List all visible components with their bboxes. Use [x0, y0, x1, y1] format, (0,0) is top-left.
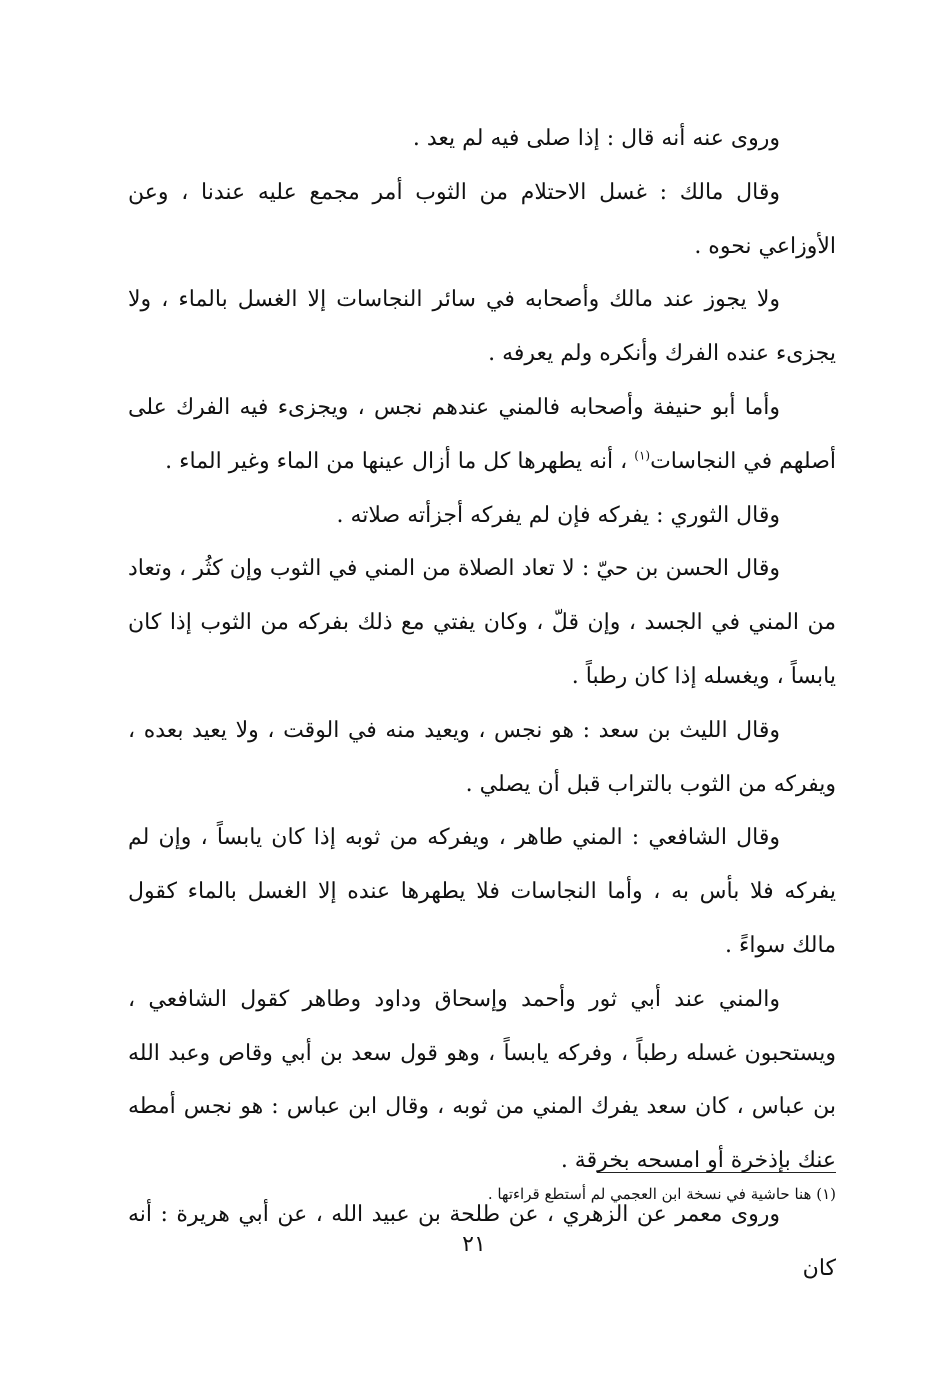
paragraph-7: وقال الليث بن سعد : هو نجس ، ويعيد منه في الوقت ، ولا يعيد بعده ، ويفركه من الثوب بالتراب قبل أن يصلي . [128, 717, 836, 797]
paragraph-6: وقال الحسن بن حيّ : لا تعاد الصلاة من المني في الثوب وإن كثُر ، وتعاد من المني في الجسد ، وإن قلّ ، وكان يفتي مع ذلك بفركه من الثوب إذا كان يابساً ، ويغسله إذا كان رطباً . [128, 556, 836, 689]
main-text [128, 112, 836, 1296]
paragraph-8: وقال الشافعي : المني طاهر ، ويفركه من ثوبه إذا كان يابساً ، وإن لم يفركه فلا بأس به ، وأما النجاسات فلا يطهرها عنده إلا الغسل بالماء كقول مالك سواءً . [128, 825, 836, 958]
paragraph-3: ولا يجوز عند مالك وأصحابه في سائر النجاسات إلا الغسل بالماء ، ولا يجزىء عنده الفرك وأنكره ولم يعرفه . [128, 287, 836, 367]
footnote-reference: (١) [634, 448, 651, 463]
paragraph-4 [128, 381, 836, 489]
page-number: ٢١ [462, 1232, 486, 1257]
paragraph-4-part-1: وأما أبو حنيفة وأصحابه فالمني عندهم نجس ، ويجزىء فيه الفرك على أصلهم في النجاسات [128, 394, 836, 474]
paragraph-10: وروى معمر عن الزهري ، عن طلحة بن عبيد الله ، عن أبي هريرة : أنه كان [128, 1201, 836, 1281]
paragraph-1: وروى عنه أنه قال : إذا صلى فيه لم يعد . [412, 126, 780, 151]
footnote: (١) هنا حاشية في نسخة ابن العجمي لم أستطع قراءتها . [487, 1185, 836, 1203]
paragraph-4-part-2: ، أنه يطهرها كل ما أزال عينها من الماء وغير الماء . [165, 448, 628, 474]
paragraph-9: والمني عند أبي ثور وأحمد وإسحاق وداود وطاهر كقول الشافعي ، ويستحبون غسله رطباً ، وفركه يابساً ، وهو قول سعد بن أبي وقاص وعبد الله بن عباس ، كان سعد يفرك المني من ثوبه ، وقال ابن عباس : هو نجس أمطه عنك بإذخرة أو امسحه بخرقة . [128, 986, 836, 1174]
footnote-divider [597, 1172, 836, 1173]
paragraph-2: وقال مالك : غسل الاحتلام من الثوب أمر مجمع عليه عندنا ، وعن الأوزاعي نحوه . [128, 179, 836, 259]
paragraph-5: وقال الثوري : يفركه فإن لم يفركه أجزأته صلاته . [336, 502, 780, 528]
